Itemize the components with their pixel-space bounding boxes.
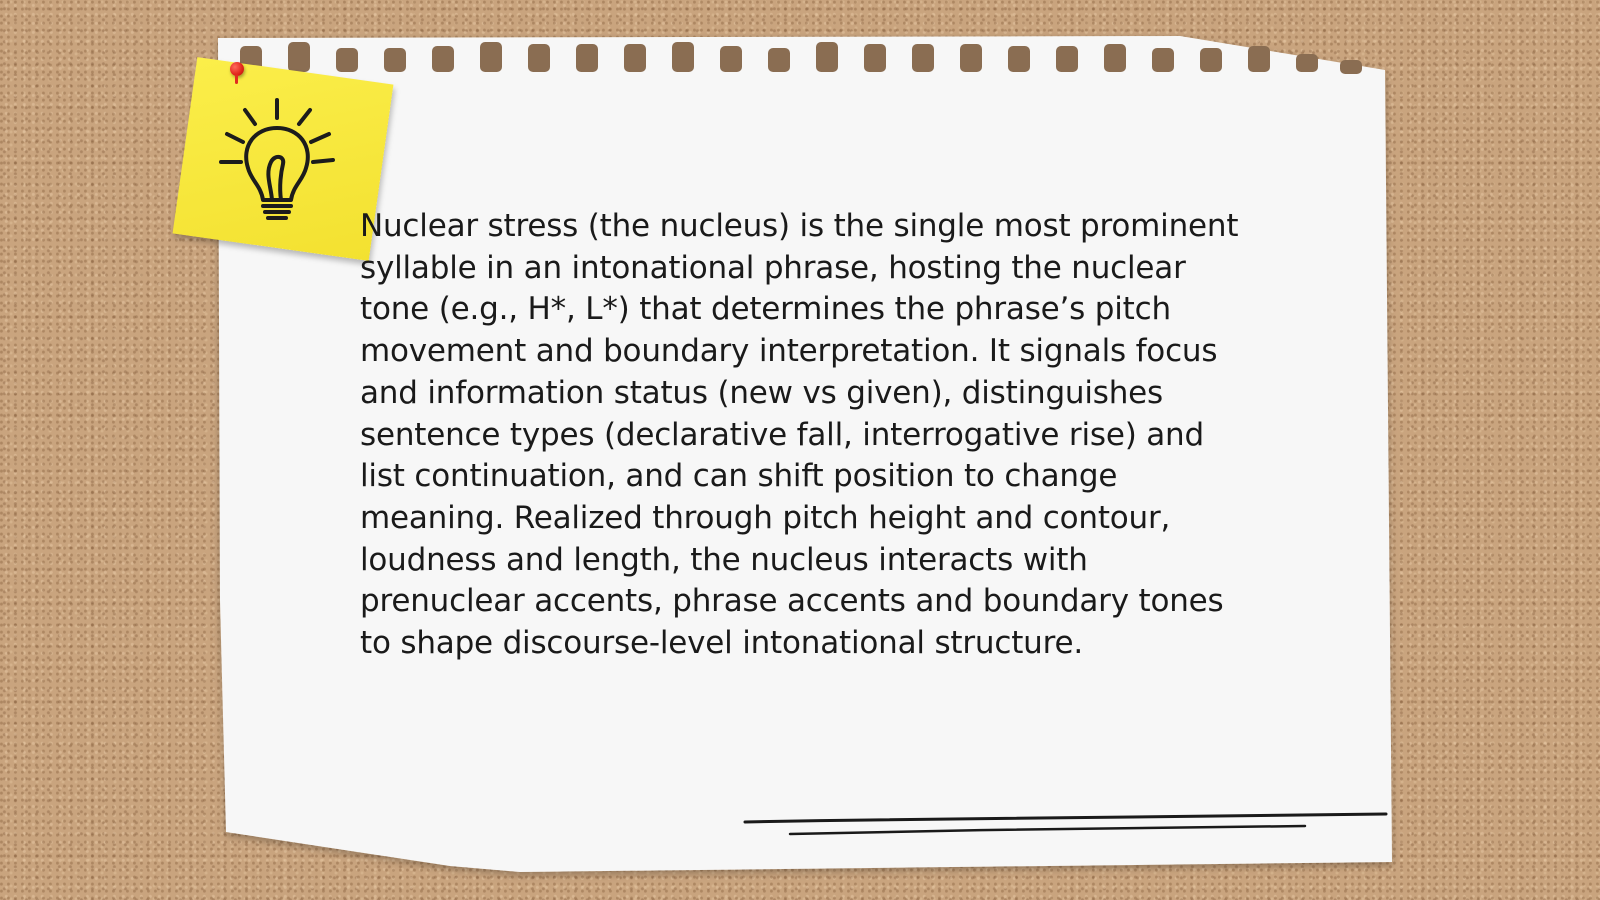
- lightbulb-icon: [215, 90, 345, 230]
- push-pin-icon: [230, 62, 244, 76]
- note-body-text: Nuclear stress (the nucleus) is the single most prominent syllable in an intonational phrase, hosting the nuclear tone (e.g., H*, L*) that determines the phrase’s pitch movement and boundary interpretation. It signals focus and information status (new vs given), distinguishes sentence types (declarative fall, interrogative rise) and list continuation, and can shift position to change meaning. Realized through pitch height and contour, loudness and length, the nucleus interacts with prenuclear accents, phrase accents and boundary tones to shape discourse-level intonational structure.: [360, 208, 1239, 662]
